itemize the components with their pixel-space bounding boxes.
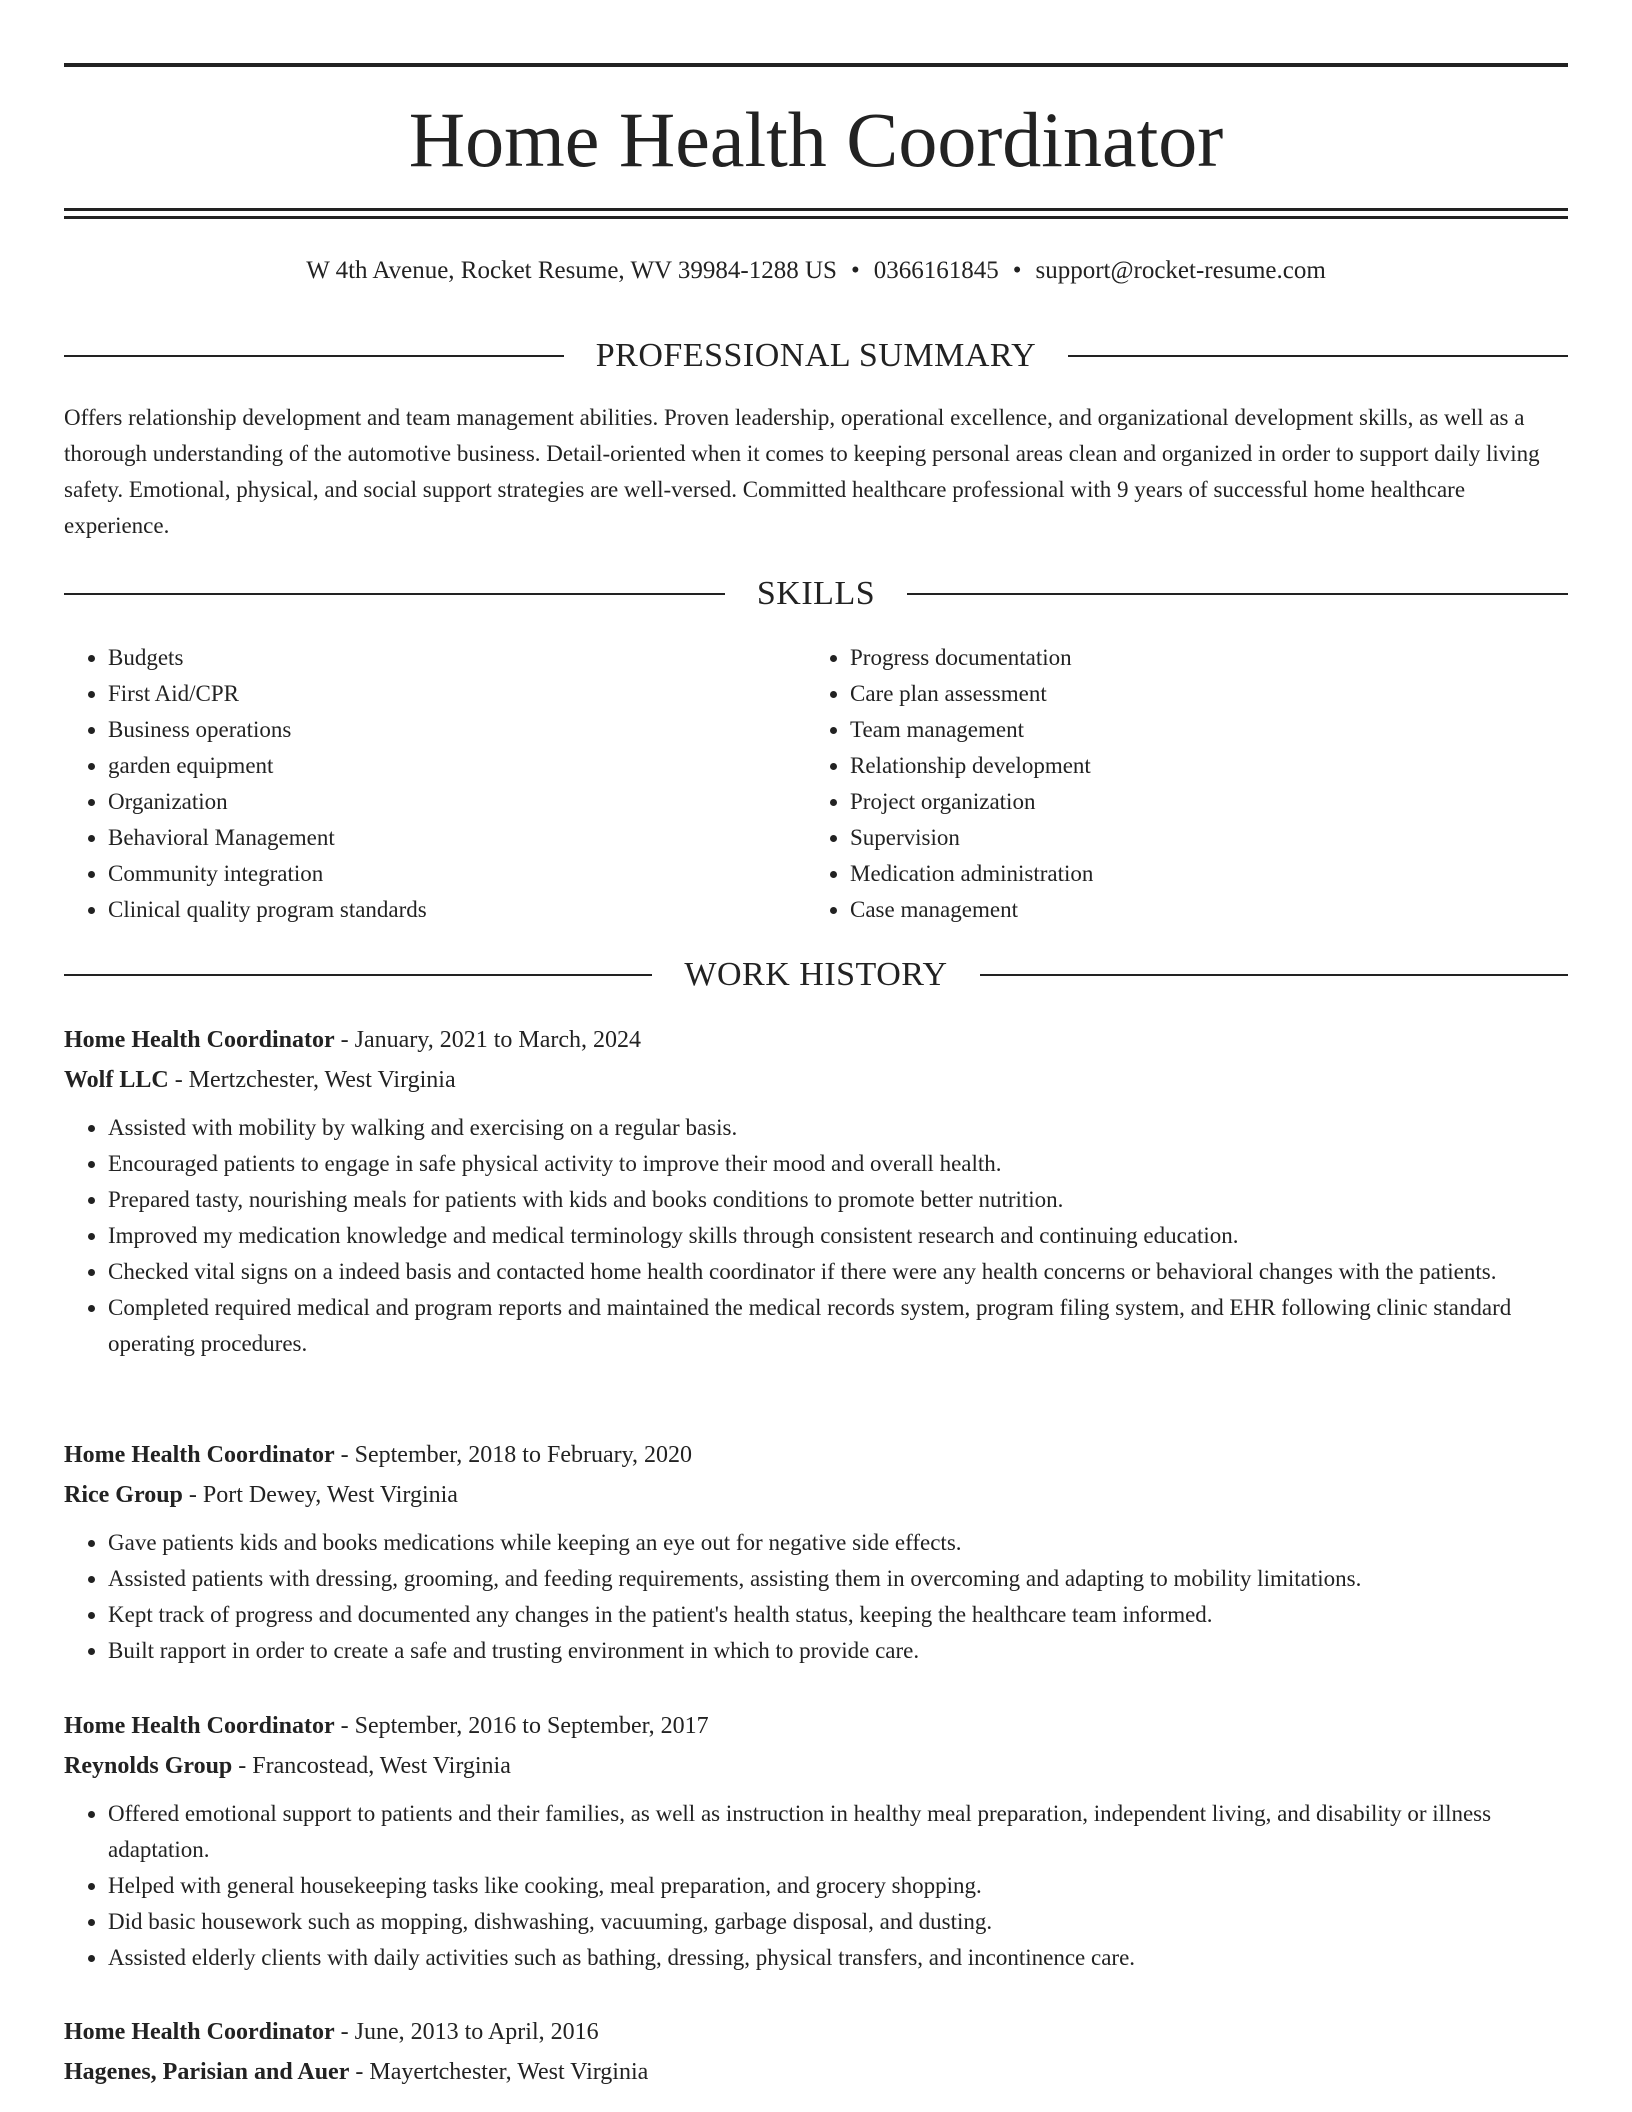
- job-bullets: [64, 1110, 1568, 1362]
- job-dates: - September, 2018 to February, 2020: [334, 1442, 693, 1468]
- job-title: Home Health Coordinator: [64, 1713, 335, 1739]
- skill-item: • Care plan assessment: [850, 676, 1548, 712]
- skill-item: • Case management: [850, 892, 1548, 928]
- skills-list: [64, 640, 1568, 928]
- job-entry: [64, 1435, 1568, 1669]
- heading-rule-left: [64, 593, 725, 595]
- job-bullets: [64, 1796, 1568, 1976]
- job-location: - Port Dewey, West Virginia: [182, 1482, 458, 1508]
- job-dates: - September, 2016 to September, 2017: [334, 1713, 709, 1739]
- job-company: Hagenes, Parisian and Auer: [64, 2059, 350, 2085]
- job-title: Home Health Coordinator: [64, 2019, 335, 2045]
- job-title-line: [64, 1435, 1568, 1475]
- job-bullet: • Kept track of progress and documented any changes in the patient's health status, keeping the healthcare team informed.: [108, 1597, 1568, 1633]
- job-entry: [64, 1020, 1568, 1362]
- job-company-line: [64, 2052, 1568, 2092]
- job-bullet: • Improved my medication knowledge and medical terminology skills through consistent research and continuing education.: [108, 1218, 1568, 1254]
- job-company: Reynolds Group: [64, 1753, 233, 1779]
- skills-heading: [64, 574, 1568, 614]
- skill-item: • Team management: [850, 712, 1548, 748]
- job-bullet: • Did basic housework such as mopping, dishwashing, vacuuming, garbage disposal, and dusting.: [108, 1904, 1568, 1940]
- skill-item: • First Aid/CPR: [108, 676, 806, 712]
- skill-item: • Budgets: [108, 640, 806, 676]
- job-title: Home Health Coordinator: [64, 1442, 335, 1468]
- job-bullet: • Completed required medical and program reports and maintained the medical records system, program filing system, and EHR following clinic standard operating procedures.: [108, 1290, 1568, 1362]
- contact-line: [64, 255, 1568, 287]
- job-dates: - June, 2013 to April, 2016: [334, 2019, 599, 2045]
- contact-separator: •: [1012, 257, 1022, 284]
- job-bullet: • Assisted elderly clients with daily activities such as bathing, dressing, physical transfers, and incontinence care.: [108, 1940, 1568, 1976]
- job-bullet: • Assisted with mobility by walking and exercising on a regular basis.: [108, 1110, 1568, 1146]
- contact-separator: •: [850, 257, 860, 284]
- job-company-line: [64, 1746, 1568, 1786]
- skill-item: • Behavioral Management: [108, 820, 806, 856]
- top-divider: [64, 63, 1568, 67]
- skill-item: • garden equipment: [108, 748, 806, 784]
- work-heading: [64, 955, 1568, 995]
- title-divider-lower: [64, 216, 1568, 219]
- job-bullet: • Assisted patients with dressing, grooming, and feeding requirements, assisting them in overcoming and adapting to mobility limitations.: [108, 1561, 1568, 1597]
- skill-item: • Progress documentation: [850, 640, 1548, 676]
- job-entry: [64, 1706, 1568, 1976]
- heading-rule-right: [907, 593, 1568, 595]
- skill-item: • Relationship development: [850, 748, 1548, 784]
- contact-address: W 4th Avenue, Rocket Resume, WV 39984-1288 US: [306, 257, 837, 284]
- job-location: - Francostead, West Virginia: [232, 1753, 511, 1779]
- skills-column-right: [806, 640, 1548, 928]
- heading-rule-right: [980, 974, 1568, 976]
- job-title-line: [64, 2012, 1568, 2052]
- skill-item: • Community integration: [108, 856, 806, 892]
- summary-heading: [64, 336, 1568, 376]
- resume-title: Home Health Coordinator: [408, 96, 1224, 183]
- job-company: Rice Group: [64, 1482, 183, 1508]
- job-entry: [64, 2012, 1568, 2092]
- job-bullet: • Encouraged patients to engage in safe physical activity to improve their mood and overall health.: [108, 1146, 1568, 1182]
- work-heading-label: WORK HISTORY: [684, 956, 948, 993]
- skill-item: • Organization: [108, 784, 806, 820]
- skills-column-left: [64, 640, 806, 928]
- heading-rule-right: [1068, 355, 1568, 357]
- job-company-line: [64, 1475, 1568, 1515]
- job-bullet: • Gave patients kids and books medications while keeping an eye out for negative side effects.: [108, 1525, 1568, 1561]
- heading-rule-left: [64, 355, 564, 357]
- skill-item: • Project organization: [850, 784, 1548, 820]
- job-title-line: [64, 1706, 1568, 1746]
- skill-item: • Medication administration: [850, 856, 1548, 892]
- contact-phone: 0366161845: [873, 257, 999, 284]
- summary-heading-label: PROFESSIONAL SUMMARY: [595, 337, 1037, 374]
- job-location: - Mertzchester, West Virginia: [168, 1067, 456, 1093]
- job-bullet: • Prepared tasty, nourishing meals for patients with kids and books conditions to promote better nutrition.: [108, 1182, 1568, 1218]
- job-bullet: • Checked vital signs on a indeed basis and contacted home health coordinator if there were any health concerns or behavioral changes with the patients.: [108, 1254, 1568, 1290]
- skill-item: • Business operations: [108, 712, 806, 748]
- job-bullet: • Helped with general housekeeping tasks like cooking, meal preparation, and grocery shopping.: [108, 1868, 1568, 1904]
- job-company: Wolf LLC: [64, 1067, 169, 1093]
- skills-heading-label: SKILLS: [756, 575, 876, 612]
- summary-text: Offers relationship development and team management abilities. Proven leadership, operational excellence, and organizational development skills, as well as a thorough understanding of the automotive business. Detail-oriented when it comes to keeping personal areas clean and organized in order to support daily living safety. Emotional, physical, and social support strategies are well-versed. Committed healthcare professional with 9 years of successful home healthcare experience.: [64, 405, 1540, 538]
- contact-email: support@rocket-resume.com: [1035, 257, 1326, 284]
- job-company-line: [64, 1060, 1568, 1100]
- job-dates: - January, 2021 to March, 2024: [334, 1027, 642, 1053]
- job-bullet: • Offered emotional support to patients and their families, as well as instruction in healthy meal preparation, independent living, and disability or illness adaptation.: [108, 1796, 1568, 1868]
- skill-item: • Supervision: [850, 820, 1548, 856]
- heading-rule-left: [64, 974, 652, 976]
- job-bullets: [64, 1525, 1568, 1669]
- job-bullet: • Built rapport in order to create a safe and trusting environment in which to provide care.: [108, 1633, 1568, 1669]
- title-divider-upper: [64, 208, 1568, 211]
- job-title: Home Health Coordinator: [64, 1027, 335, 1053]
- job-location: - Mayertchester, West Virginia: [349, 2059, 649, 2085]
- skill-item: • Clinical quality program standards: [108, 892, 806, 928]
- job-title-line: [64, 1020, 1568, 1060]
